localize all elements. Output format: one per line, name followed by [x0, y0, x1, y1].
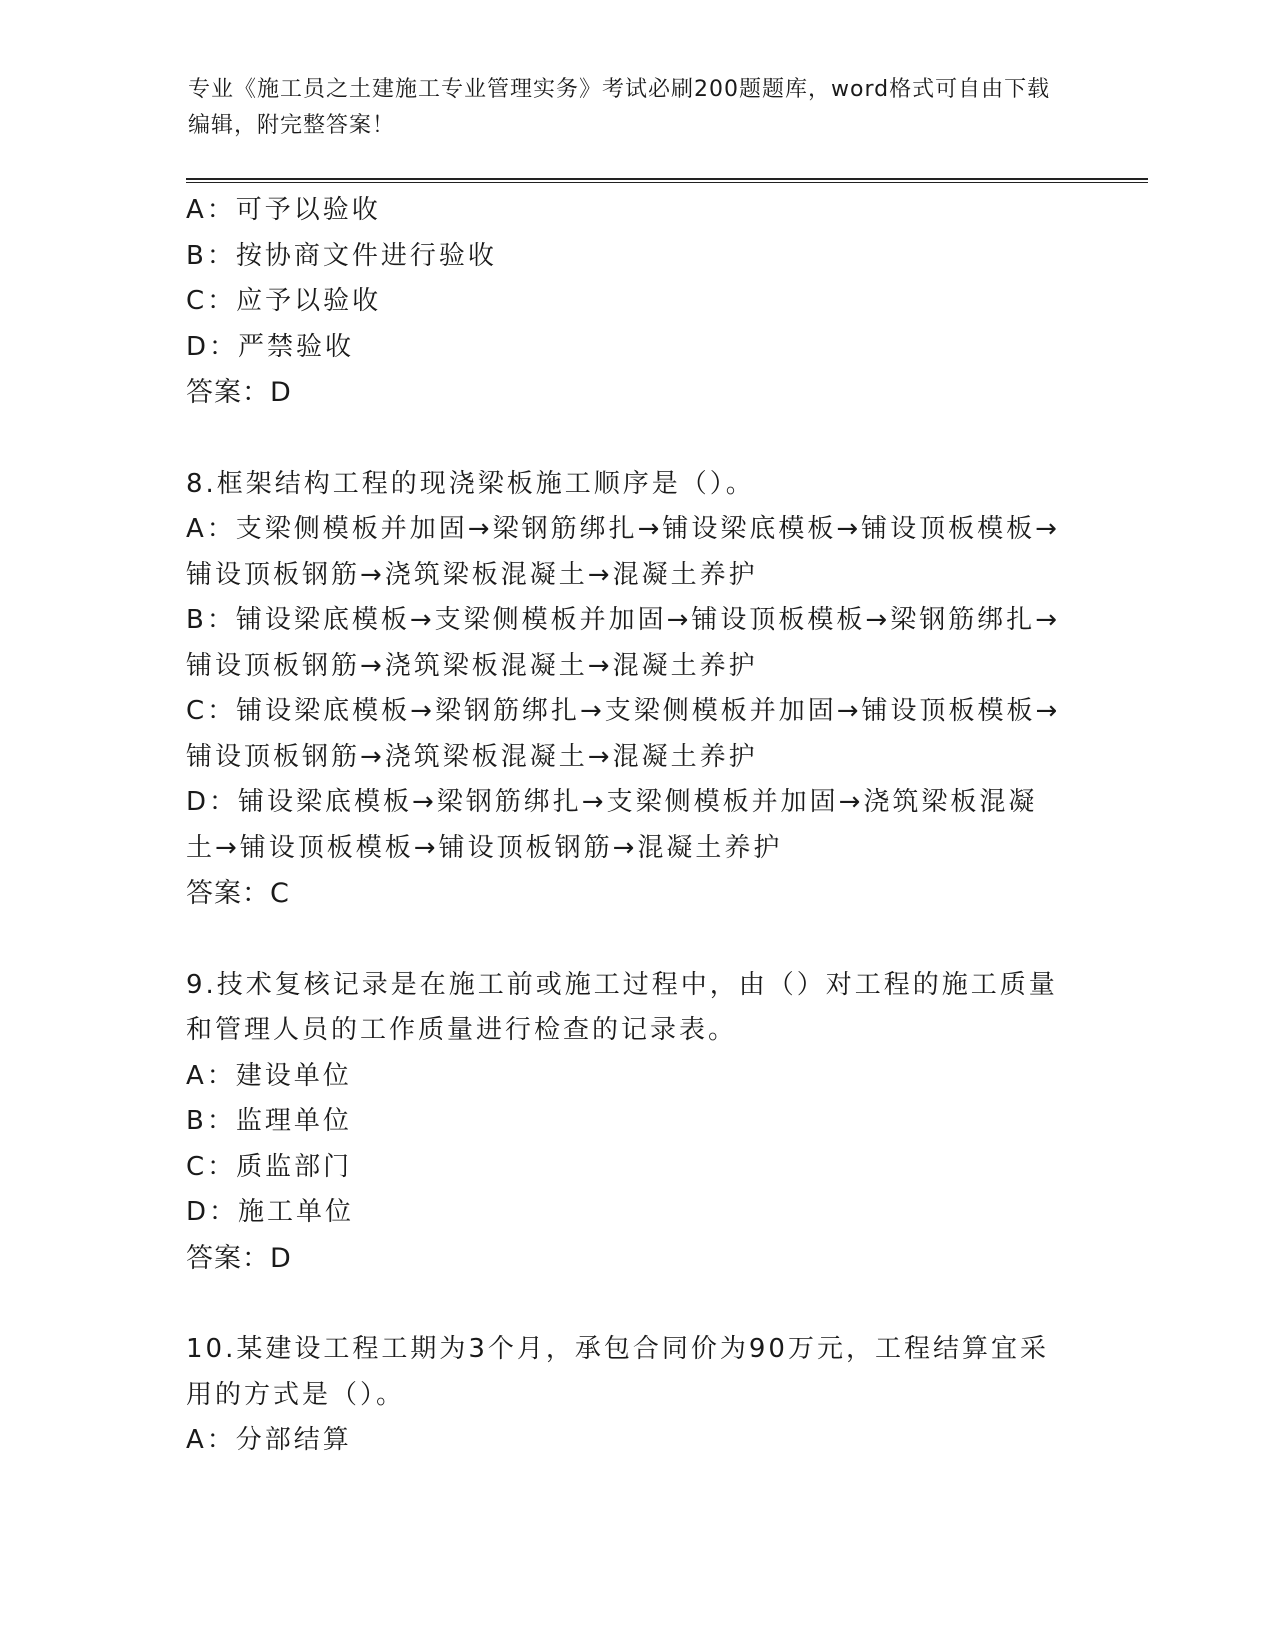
option-a: A：分部结算	[186, 1425, 352, 1455]
option-d: D：施工单位	[186, 1197, 355, 1227]
question-text: 8.框架结构工程的现浇梁板施工顺序是（）。	[186, 468, 755, 499]
option-c: C：铺设梁底模板→梁钢筋绑扎→支梁侧模板并加固→铺设顶板模板→铺设顶板钢筋→浇筑梁板混凝土→混凝土养护	[186, 696, 1061, 772]
question-7	[186, 188, 1086, 416]
option-b: B：监理单位	[186, 1106, 352, 1136]
question-10	[186, 1327, 1086, 1464]
question-8	[186, 462, 1086, 917]
option-c: C：质监部门	[186, 1151, 353, 1182]
answer: 答案：C	[186, 878, 290, 909]
option-d: D：严禁验收	[186, 331, 355, 362]
option-b: B：铺设梁底模板→支梁侧模板并加固→铺设顶板模板→梁钢筋绑扎→铺设顶板钢筋→浇筑梁板混凝土→混凝土养护	[186, 605, 1060, 681]
option-a: A：建设单位	[186, 1060, 352, 1091]
header-divider	[186, 178, 1148, 183]
question-list	[186, 188, 1086, 1464]
question-text: 9.技术复核记录是在施工前或施工过程中，由（）对工程的施工质量和管理人员的工作质量进行检查的记录表。	[186, 969, 1058, 1045]
option-d: D：铺设梁底模板→梁钢筋绑扎→支梁侧模板并加固→浇筑梁板混凝土→铺设顶板模板→铺设顶板钢筋→混凝土养护	[186, 787, 1038, 863]
question-9	[186, 963, 1086, 1282]
answer: 答案：D	[186, 1242, 292, 1274]
question-text: 10.某建设工程工期为3个月，承包合同价为90万元，工程结算宜采用的方式是（）。	[186, 1334, 1049, 1410]
option-b: B：按协商文件进行验收	[186, 240, 497, 271]
answer: 答案：D	[186, 377, 292, 408]
document-header: 专业《施工员之土建施工专业管理实务》考试必刷200题题库，word格式可自由下载编辑，附完整答案！	[188, 77, 1051, 138]
option-a: A：可予以验收	[186, 195, 381, 225]
option-c: C：应予以验收	[186, 286, 382, 316]
option-a: A：支梁侧模板并加固→梁钢筋绑扎→铺设梁底模板→铺设顶板模板→铺设顶板钢筋→浇筑梁板混凝土→混凝土养护	[186, 514, 1060, 590]
